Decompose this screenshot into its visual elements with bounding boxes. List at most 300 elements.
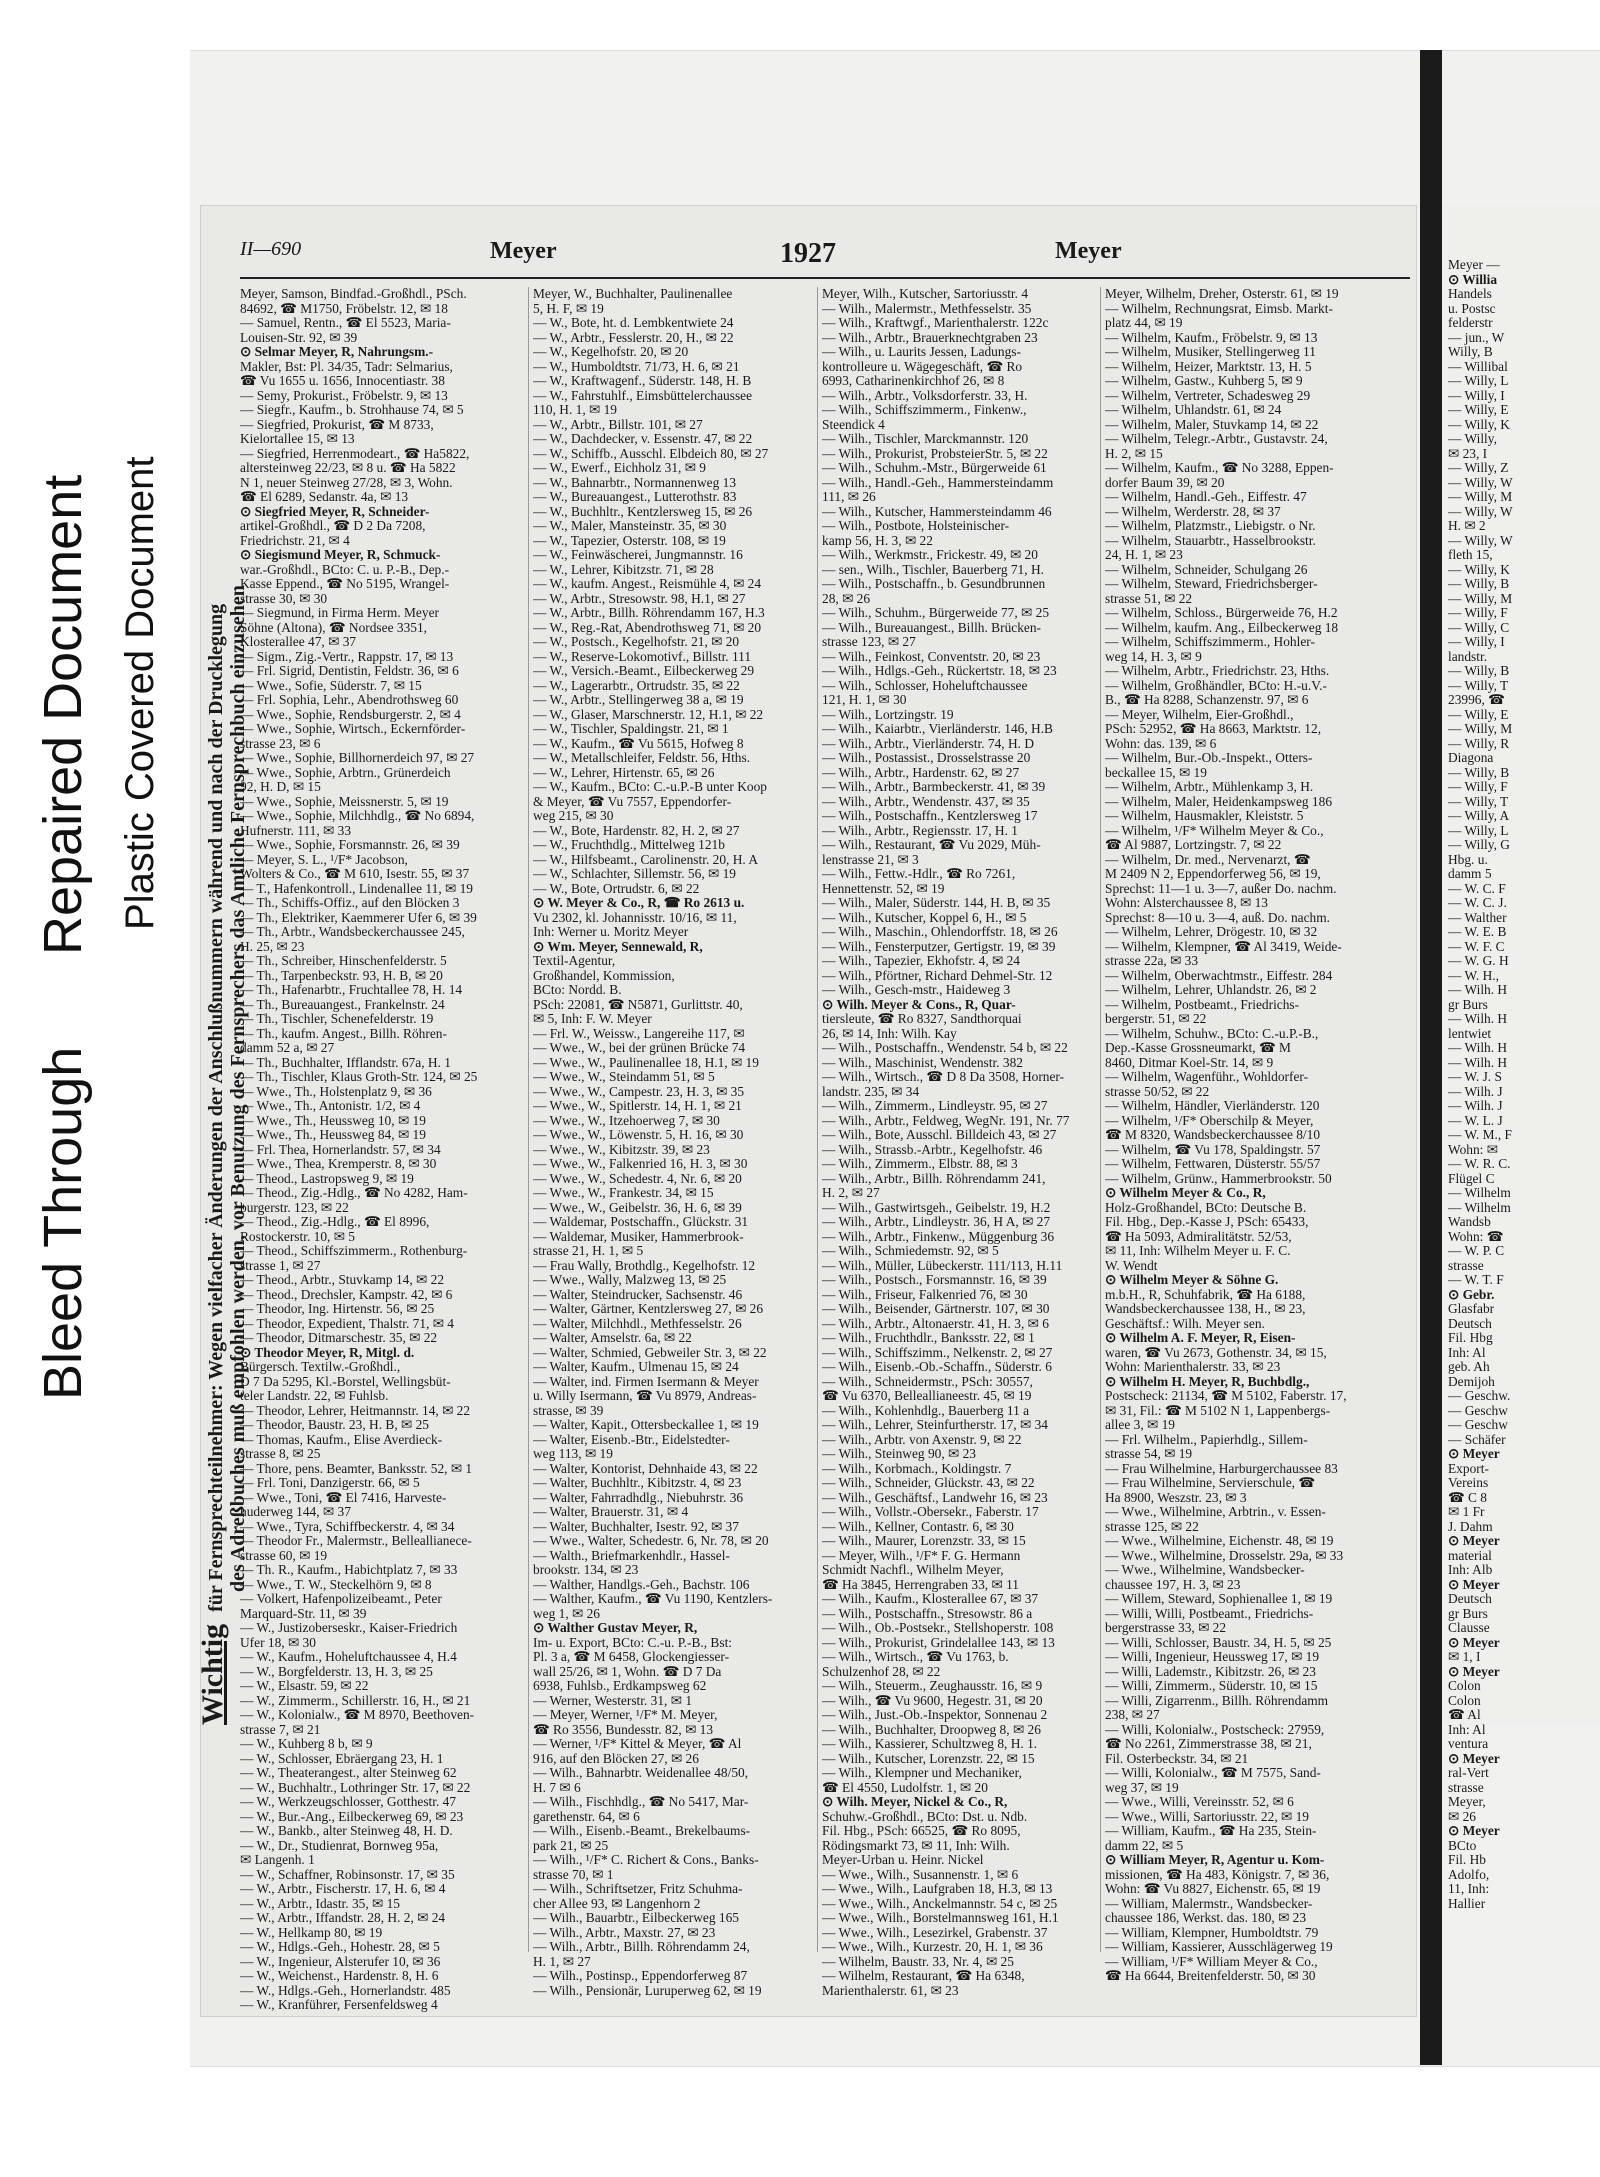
directory-entry: Textil-Agentur, — [533, 954, 616, 968]
edge-entry: Hbg. u. — [1448, 852, 1488, 867]
directory-entry: ☎ Ha 3845, Herrengraben 33, ✉ 11 — [822, 1577, 1019, 1592]
directory-entry: — Wilh., Arbtr., Maxstr. 27, ✉ 23 — [533, 1925, 716, 1940]
directory-entry: — Wilh., Fruchthdlr., Banksstr. 22, ✉ 1 — [822, 1331, 1035, 1345]
directory-entry: — Walter, Amselstr. 6a, ✉ 22 — [533, 1331, 692, 1345]
edge-entry: ⊙ Meyer — [1448, 1824, 1500, 1838]
directory-entry: — Wwe., W., bei der grünen Brücke 74 — [533, 1041, 746, 1055]
directory-entry: — Wilh., Arbtr., Feldweg, WegNr. 191, Nr. 77 — [822, 1113, 1070, 1128]
directory-entry: — Wilh., Arbtr., Finkenw., Müggenburg 36 — [822, 1229, 1055, 1244]
directory-entry: — W., Buchhltr., Kentzlersweg 15, ✉ 26 — [533, 504, 753, 519]
directory-entry: — Wilhelm, Oberwachtmstr., Eiffestr. 284 — [1105, 968, 1333, 983]
edge-entry: — Willy, T — [1448, 794, 1509, 809]
directory-entry: — Wilh., Wirtsch., ☎ D 8 Da 3508, Horner- — [822, 1070, 1065, 1084]
directory-entry: — Wilhelm, Stauarbtr., Hasselbrookstr. — [1105, 533, 1316, 548]
directory-entry: — W., Arbtr., Iffandstr. 28, H. 2, ✉ 24 — [240, 1911, 446, 1925]
directory-entry: — W., Hellkamp 80, ✉ 19 — [240, 1925, 383, 1940]
directory-entry: — Frl. Toni, Danzigerstr. 66, ✉ 5 — [240, 1476, 420, 1490]
directory-entry: — Wilh., u. Laurits Jessen, Ladungs- — [822, 345, 1021, 359]
directory-entry: ☎ Ha 6644, Breitenfelderstr. 50, ✉ 30 — [1105, 1969, 1316, 1983]
directory-entry: — Theodor, Baustr. 23, H. B, ✉ 25 — [240, 1418, 429, 1432]
directory-entry: — Siegfr., Kaufm., b. Strohhause 74, ✉ 5 — [240, 403, 464, 417]
directory-entry: — Theodor, Ditmarschestr. 35, ✉ 22 — [240, 1331, 438, 1345]
directory-entry: Marienthalerstr. 61, ✉ 23 — [822, 1983, 959, 1998]
directory-entry: — Wilhelm, Händler, Vierländerstr. 120 — [1105, 1099, 1320, 1113]
edge-entry: Fil. Hb — [1448, 1853, 1486, 1867]
directory-entry: — Meyer, S. L., ¹/F* Jacobson, — [240, 852, 408, 867]
directory-entry: — W., Elsastr. 59, ✉ 22 — [240, 1679, 369, 1693]
directory-entry: — W., Kaufm., Hoheluftchaussee 4, H.4 — [240, 1650, 457, 1664]
directory-entry: — Walter, Brauerstr. 31, ✉ 4 — [533, 1505, 689, 1519]
directory-entry: — Wwe., W., Steindamm 51, ✉ 5 — [533, 1070, 715, 1084]
directory-entry: strasse 1, ✉ 27 — [240, 1258, 321, 1273]
directory-entry: altersteinweg 22/23, ✉ 8 u. ☎ Ha 5822 — [240, 461, 456, 475]
directory-entry: — Walter, Fahrradhdlg., Niebuhrstr. 36 — [533, 1490, 744, 1505]
column-divider — [528, 287, 529, 1952]
notice-line-2: des Adreßbuches muß empfohlen werden, vor Benutzung des Fernsprechers das Amtliche Fernsprechbuch einzusehen — [227, 585, 249, 1592]
directory-entry: — Wilh., Zimmerm., Lindleystr. 95, ✉ 27 — [822, 1099, 1048, 1113]
directory-entry: — W., Dr., Studienrat, Bornweg 95a, — [240, 1838, 439, 1853]
directory-entry: — Walter, Schmied, Gebweiler Str. 3, ✉ 22 — [533, 1345, 767, 1360]
directory-entry: H. 1, ✉ 27 — [533, 1954, 591, 1969]
directory-entry: — Wilh., Arbtr., Lindleystr. 36, H A, ✉ 27 — [822, 1215, 1051, 1229]
directory-entry: Holz-Großhandel, BCto: Deutsche B. — [1105, 1200, 1307, 1215]
directory-entry: waren, ☎ Vu 2673, Gothenstr. 34, ✉ 15, — [1105, 1345, 1327, 1360]
directory-entry: strasse 22a, ✉ 33 — [1105, 954, 1199, 968]
directory-entry: H. 2, ✉ 27 — [822, 1186, 880, 1200]
directory-entry: — Wilhelm, Schloss., Bürgerweide 76, H.2 — [1105, 606, 1338, 620]
directory-entry: artikel-Großhdl., ☎ D 2 Da 7208, — [240, 519, 426, 533]
directory-entry: — Wwe., Willi, Sartoriusstr. 22, ✉ 19 — [1105, 1809, 1309, 1824]
directory-entry: ⊙ Wilhelm H. Meyer, R, Buchbdlg., — [1105, 1374, 1310, 1389]
edge-entry: — W. P. C — [1448, 1244, 1505, 1258]
directory-entry: strasse 60, ✉ 19 — [240, 1548, 328, 1563]
directory-entry: — Wwe., Wilhelmine, Wandsbecker- — [1105, 1563, 1305, 1577]
directory-entry: — Th., Schreiber, Hinschenfelderstr. 5 — [240, 954, 447, 968]
directory-entry: — Wilh., Kassierer, Schultzweg 8, H. 1. — [822, 1737, 1038, 1751]
directory-entry: — Frl. Thea, Hornerlandstr. 57, ✉ 34 — [240, 1142, 441, 1157]
edge-entry: — W. E. B — [1448, 925, 1507, 939]
directory-entry: — Frau Wally, Brothdlg., Kegelhofstr. 12 — [533, 1258, 756, 1273]
directory-entry: strasse 123, ✉ 27 — [822, 635, 916, 649]
directory-entry: ⊙ Theodor Meyer, R, Mitgl. d. — [240, 1345, 415, 1360]
edge-entry: — W. C. J. — [1448, 896, 1507, 910]
directory-entry: — Theod., Arbtr., Stuvkamp 14, ✉ 22 — [240, 1273, 445, 1287]
directory-entry: — Wwe., Wally, Malzweg 13, ✉ 25 — [533, 1273, 727, 1287]
directory-entry: strasse 23, ✉ 6 — [240, 736, 321, 751]
directory-entry: ⊙ Selmar Meyer, R, Nahrungsm.- — [240, 345, 434, 359]
directory-entry: tiersleute, ☎ Ro 8327, Sandthorquai — [822, 1012, 1022, 1026]
directory-entry: — W., Bankb., alter Steinweg 48, H. D. — [240, 1824, 453, 1838]
directory-entry: Meyer, Wilh., Kutscher, Sartoriusstr. 4 — [822, 287, 1029, 301]
directory-entry: Hennettenstr. 52, ✉ 19 — [822, 881, 945, 896]
directory-entry: — Wilh., Kellner, Contastr. 6, ✉ 30 — [822, 1519, 1014, 1534]
directory-entry: Sprechst: 11—1 u. 3—7, außer Do. nachm. — [1105, 881, 1337, 896]
edge-entry: Adolfo, — [1448, 1867, 1490, 1882]
directory-entry: — W., Zimmerm., Schillerstr. 16, H., ✉ 21 — [240, 1693, 471, 1708]
directory-entry: — Wilhelm, Handl.-Geh., Eiffestr. 47 — [1105, 490, 1307, 504]
directory-entry: — Wilh., ¹/F* C. Richert & Cons., Banks- — [533, 1853, 759, 1867]
directory-entry: — W., Fruchthdlg., Mittelweg 121b — [533, 838, 725, 852]
directory-entry: — Wilh., Arbtr. von Axenstr. 9, ✉ 22 — [822, 1432, 1022, 1447]
directory-entry: — Theod., Schiffszimmerm., Rothenburg- — [240, 1244, 468, 1258]
repaired-document-label: Repaired Document — [33, 474, 93, 955]
directory-entry: — Walter, Steindrucker, Sachsenstr. 46 — [533, 1287, 743, 1302]
directory-entry: Pl. 3 a, ☎ M 6458, Glockengiesser- — [533, 1650, 730, 1664]
directory-entry: — Walter, Milchhdl., Methfesselstr. 26 — [533, 1316, 742, 1331]
directory-entry: Im- u. Export, BCto: C.-u. P.-B., Bst: — [533, 1635, 733, 1650]
directory-entry: ☎ No 2261, Zimmerstrasse 38, ✉ 21, — [1105, 1737, 1312, 1751]
directory-entry: Dep.-Kasse Grossneumarkt, ☎ M — [1105, 1041, 1291, 1055]
directory-entry: 6993, Catharinenkirchhof 26, ✉ 8 — [822, 374, 1005, 388]
directory-entry: — Semy, Prokurist., Fröbelstr. 9, ✉ 13 — [240, 388, 448, 403]
edge-entry: Export- — [1448, 1461, 1489, 1476]
directory-column-4 — [1105, 287, 1390, 1984]
directory-entry: weg 14, H. 3, ✉ 9 — [1105, 649, 1202, 664]
edge-entry: Wohn: ☎ — [1448, 1229, 1504, 1244]
edge-entry: ⊙ Meyer — [1448, 1534, 1500, 1548]
directory-entry: — Th. R., Kaufm., Habichtplatz 7, ✉ 33 — [240, 1563, 458, 1577]
directory-entry: — W., Postsch., Kegelhofstr. 21, ✉ 20 — [533, 635, 740, 649]
page-gutter-shadow — [1420, 50, 1442, 2065]
directory-entry: — Wilhelm, Schuhw., BCto: C.-u.P.-B., — [1105, 1026, 1319, 1041]
directory-entry: — W., Fahrstuhlf., Eimsbüttelerchaussee — [533, 388, 753, 403]
directory-entry: — W., Ingenieur, Alsterufer 10, ✉ 36 — [240, 1954, 441, 1969]
directory-entry: — Walter, Kaufm., Ulmenau 15, ✉ 24 — [533, 1360, 739, 1374]
directory-entry: — Wwe., W., Kibitzstr. 39, ✉ 23 — [533, 1142, 710, 1157]
directory-entry: H. 25, ✉ 23 — [240, 939, 305, 954]
directory-entry: — Wilh., Steuerm., Zeughausstr. 16, ✉ 9 — [822, 1679, 1043, 1693]
directory-entry: — Wilh., Fettw.-Hdlr., ☎ Ro 7261, — [822, 867, 1016, 881]
edge-entry: Meyer — — [1448, 258, 1500, 272]
directory-entry: — Wilh., Maschin., Ohlendorffstr. 18, ✉ 26 — [822, 925, 1058, 939]
header-name-right: Meyer — [1055, 238, 1122, 264]
edge-entry: — Willy, K — [1448, 562, 1510, 577]
directory-entry: — Wilh., ☎ Vu 9600, Hegestr. 31, ✉ 20 — [822, 1693, 1043, 1708]
directory-entry: — Wwe., Sophie, Forsmannstr. 26, ✉ 39 — [240, 838, 460, 852]
directory-entry: allee 3, ✉ 19 — [1105, 1418, 1175, 1432]
directory-entry: — W., Borgfelderstr. 13, H. 3, ✉ 25 — [240, 1664, 433, 1679]
directory-entry: Großhandel, Kommission, — [533, 968, 675, 983]
directory-entry: — Wwe., Sophie, Meissnerstr. 5, ✉ 19 — [240, 794, 449, 809]
edge-entry: H. ✉ 2 — [1448, 519, 1486, 533]
edge-entry: Clausse — [1448, 1621, 1490, 1635]
directory-entry: — W., Metallschleifer, Feldstr. 56, Hths. — [533, 751, 751, 765]
directory-entry: — W., Tischler, Spaldingstr. 21, ✉ 1 — [533, 722, 729, 736]
directory-entry: — W., Schiffb., Ausschl. Elbdeich 80, ✉ 27 — [533, 446, 769, 461]
directory-entry: damm 52 a, ✉ 27 — [240, 1041, 335, 1055]
directory-column-2 — [533, 287, 818, 1998]
directory-entry: — Walter, Kapit., Ottersbeckallee 1, ✉ 19 — [533, 1418, 759, 1432]
directory-entry: — Wilhelm, Maler, Heidenkampsweg 186 — [1105, 794, 1333, 809]
directory-entry: — Wilhelm, Uhlandstr. 61, ✉ 24 — [1105, 403, 1282, 417]
directory-entry: Louisen-Str. 92, ✉ 39 — [240, 330, 358, 345]
directory-entry: — W., Arbtr., Idastr. 35, ✉ 15 — [240, 1896, 401, 1911]
directory-entry: — William, ¹/F* William Meyer & Co., — [1105, 1954, 1318, 1969]
directory-entry: — W., Schlosser, Ebräergang 23, H. 1 — [240, 1751, 444, 1766]
edge-entry: ☎ Al — [1448, 1708, 1481, 1722]
directory-entry: Makler, Bst: Pl. 34/35, Tadr: Selmarius, — [240, 359, 453, 374]
directory-entry: — Wilh., Kutscher, Koppel 6, H., ✉ 5 — [822, 910, 1027, 925]
edge-entry: 11, Inh: — [1448, 1882, 1490, 1896]
directory-entry: — Wilh., Eisenb.-Beamt., Brekelbaums- — [533, 1824, 751, 1838]
directory-entry: — Wilhelm, Großhändler, BCto: H.-u.V.- — [1105, 678, 1327, 693]
directory-entry: — Theodor Fr., Malermstr., Belleallianece- — [240, 1534, 472, 1548]
directory-entry: — Th., Hafenarbtr., Fruchtallee 78, H. 14 — [240, 983, 463, 997]
directory-entry: — Meyer, Wilhelm, Eier-Großhdl., — [1105, 707, 1294, 722]
directory-entry: — Walther, Handlgs.-Geh., Bachstr. 106 — [533, 1577, 750, 1592]
edge-entry: — Willy, F — [1448, 606, 1508, 620]
directory-entry: H. 2, ✉ 15 — [1105, 446, 1163, 461]
directory-entry: — Wilh., Kutscher, Lorenzstr. 22, ✉ 15 — [822, 1751, 1035, 1766]
directory-entry: — Wilhelm, Werderstr. 28, ✉ 37 — [1105, 504, 1281, 519]
directory-entry: — W., Schaffner, Robinsonstr. 17, ✉ 35 — [240, 1867, 455, 1882]
directory-entry: — Wilh., Pensionär, Luruperweg 62, ✉ 19 — [533, 1983, 762, 1998]
directory-entry: W. Wendt — [1105, 1258, 1158, 1273]
directory-entry: chaussee 186, Werkst. das. 180, ✉ 23 — [1105, 1911, 1307, 1925]
directory-entry: — Wilh., Bauarbtr., Eilbeckerweg 165 — [533, 1911, 739, 1925]
directory-entry: — W., Kraftwagenf., Süderstr. 148, H. B — [533, 374, 752, 388]
directory-entry: PSch: 52952, ☎ Ha 8663, Marktstr. 12, — [1105, 722, 1322, 736]
directory-entry: — Frl. Sophia, Lehr., Abendrothsweg 60 — [240, 693, 459, 707]
edge-entry: — Willy, L — [1448, 823, 1509, 838]
edge-entry: — Willy, M — [1448, 490, 1513, 504]
edge-entry: strasse — [1448, 1258, 1484, 1273]
directory-entry: — W., Bahnarbtr., Normannenweg 13 — [533, 475, 737, 490]
directory-entry: — Walter, Gärtner, Kentzlersweg 27, ✉ 26 — [533, 1302, 764, 1316]
edge-entry: — W. T. F — [1448, 1273, 1504, 1287]
edge-entry: Colon — [1448, 1679, 1481, 1693]
directory-entry: — Wwe., W., Geibelstr. 36, H. 6, ✉ 39 — [533, 1200, 742, 1215]
edge-entry: Vereins — [1448, 1476, 1489, 1490]
directory-entry: damm 22, ✉ 5 — [1105, 1838, 1184, 1853]
directory-entry: — Frl. W., Weissw., Langereihe 117, ✉ — [533, 1026, 745, 1041]
directory-entry: — Wilhelm, Bur.-Ob.-Inspekt., Otters- — [1105, 751, 1313, 765]
directory-entry: — Wwe., W., Frankestr. 34, ✉ 15 — [533, 1186, 714, 1200]
directory-entry: — Frau Wilhelmine, Harburgerchaussee 83 — [1105, 1461, 1338, 1476]
edge-entry: Wohn: ✉ — [1448, 1142, 1498, 1157]
directory-entry: — Wilhelm, Heizer, Marktstr. 13, H. 5 — [1105, 359, 1312, 374]
directory-entry: chaussee 197, H. 3, ✉ 23 — [1105, 1577, 1241, 1592]
directory-entry: — Wilh., Bahnarbtr. Weidenallee 48/50, — [533, 1766, 749, 1780]
directory-entry: — Sigm., Zig.-Vertr., Rappstr. 17, ✉ 13 — [240, 649, 454, 664]
header-rule — [240, 277, 1410, 279]
edge-entry: — W. M., F — [1448, 1128, 1512, 1142]
directory-entry: — Wilh., Schriftsetzer, Fritz Schuhma- — [533, 1882, 743, 1896]
edge-entry: — Wilhelm — [1448, 1186, 1511, 1200]
directory-entry: — W., Ewerf., Eichholz 31, ✉ 9 — [533, 461, 706, 475]
directory-entry: — W., Bote, Hardenstr. 82, H. 2, ✉ 27 — [533, 823, 740, 838]
directory-entry: Schmidt Nachfl., Wilhelm Meyer, — [822, 1563, 1004, 1577]
directory-entry: — Walter, Buchhalter, Isestr. 92, ✉ 37 — [533, 1519, 739, 1534]
directory-entry: huderweg 144, ✉ 37 — [240, 1505, 351, 1519]
directory-entry: — Wilh., Postsch., Forsmannstr. 16, ✉ 39 — [822, 1273, 1047, 1287]
edge-entry: ✉ 1, I — [1448, 1650, 1481, 1664]
directory-entry: — Th., Tarpenbeckstr. 93, H. B, ✉ 20 — [240, 968, 443, 983]
directory-entry: — Walter, Eisenb.-Btr., Eidelstedter- — [533, 1432, 730, 1447]
directory-entry: — W., Dachdecker, v. Essenstr. 47, ✉ 22 — [533, 432, 753, 446]
directory-entry: — Wilh., Arbtr., Billh. Röhrendamm 241, — [822, 1171, 1046, 1186]
edge-entry: 23996, ☎ — [1448, 693, 1505, 707]
directory-entry: — Willi, Willi, Postbeamt., Friedrichs- — [1105, 1606, 1314, 1621]
directory-entry: — Siegfried, Prokurist, ☎ M 8733, — [240, 417, 434, 432]
directory-entry: D 7 Da 5295, Kl.-Borstel, Wellingsbüt- — [240, 1374, 451, 1389]
directory-entry: ☎ Ha 5093, Admiralitätstr. 52/53, — [1105, 1229, 1292, 1244]
directory-entry: 6938, Fuhlsb., Erdkampsweg 62 — [533, 1679, 707, 1693]
directory-entry: — Wilhelm, Gastw., Kuhberg 5, ✉ 9 — [1105, 374, 1303, 388]
edge-entry: — Willy, E — [1448, 403, 1509, 417]
edge-entry: ⊙ Meyer — [1448, 1664, 1500, 1679]
directory-entry: — Wilh., Postassist., Drosselstrasse 20 — [822, 751, 1031, 765]
directory-entry: — Willi, Zigarrenm., Billh. Röhrendamm — [1105, 1693, 1329, 1708]
directory-entry: — Wilhelm, Wagenführ., Wohldorfer- — [1105, 1070, 1309, 1084]
directory-entry: — Theod., Drechsler, Kampstr. 42, ✉ 6 — [240, 1287, 453, 1302]
directory-entry: — Wilh., Kutscher, Hammersteindamm 46 — [822, 504, 1052, 519]
directory-entry: — Theodor, Lehrer, Heitmannstr. 14, ✉ 22 — [240, 1403, 471, 1418]
edge-entry: ✉ 23, I — [1448, 446, 1488, 461]
directory-entry: — Th., Schiffs-Offiz., auf den Blöcken 3 — [240, 896, 460, 910]
directory-entry: bergerstrasse 33, ✉ 22 — [1105, 1621, 1227, 1635]
directory-entry: — W., Maler, Mansteinstr. 35, ✉ 30 — [533, 519, 727, 533]
directory-entry: — Wilh., Postinsp., Eppendorferweg 87 — [533, 1969, 748, 1983]
edge-entry: — Willy, W — [1448, 475, 1513, 490]
directory-entry: — W., Reserve-Lokomotivf., Billstr. 111 — [533, 649, 752, 664]
directory-entry: — W., Reg.-Rat, Abendrothsweg 71, ✉ 20 — [533, 620, 762, 635]
directory-entry: — Wilh., Beisender, Gärtnerstr. 107, ✉ 30 — [822, 1302, 1050, 1316]
directory-entry: — Wilhelm, Arbtr., Friedrichstr. 23, Hths. — [1105, 664, 1330, 678]
edge-entry: — Willy, W — [1448, 533, 1513, 548]
directory-entry: 92, H. D, ✉ 15 — [240, 780, 321, 794]
directory-entry: B., ☎ Ha 8288, Schanzenstr. 97, ✉ 6 — [1105, 693, 1309, 707]
directory-entry: Kielortallee 15, ✉ 13 — [240, 432, 355, 446]
edge-entry: Inh: Alb — [1448, 1563, 1493, 1577]
directory-entry: — Wilhelm, Postbeamt., Friedrichs- — [1105, 997, 1300, 1012]
edge-entry: — W. F. C — [1448, 939, 1505, 954]
directory-entry: — Wilhelm, ☎ Vu 178, Spaldingstr. 57 — [1105, 1142, 1321, 1157]
directory-entry: ⊙ Siegfried Meyer, R, Schneider- — [240, 504, 430, 519]
directory-entry: — Wilh., Prokurist, ProbsteierStr. 5, ✉ 22 — [822, 446, 1048, 461]
directory-entry: — W., Lehrer, Hirtenstr. 65, ✉ 26 — [533, 765, 715, 780]
directory-entry: — sen., Wilh., Tischler, Bauerberg 71, H. — [822, 562, 1044, 577]
edge-entry: ✉ 26 — [1448, 1809, 1476, 1824]
directory-entry: — Wilh., Steinweg 90, ✉ 23 — [822, 1447, 977, 1461]
directory-entry: brookstr. 134, ✉ 23 — [533, 1563, 639, 1577]
directory-entry: — Frl. Wilhelm., Papierhdlg., Sillem- — [1105, 1432, 1308, 1447]
directory-entry: — Wilh., Werkmstr., Frickestr. 49, ✉ 20 — [822, 548, 1038, 562]
directory-entry: — Wwe., Walter, Schedestr. 6, Nr. 78, ✉ 20 — [533, 1534, 769, 1548]
edge-entry: — Wilhelm — [1448, 1200, 1511, 1215]
directory-entry: — W., Kranführer, Fersenfeldsweg 4 — [240, 1998, 438, 2012]
directory-entry: bergerstr. 51, ✉ 22 — [1105, 1012, 1207, 1026]
edge-entry: ⊙ Willia — [1448, 272, 1498, 287]
directory-entry: burgerstr. 123, ✉ 22 — [240, 1200, 349, 1215]
directory-entry: — Wilh., Pförtner, Richard Dehmel-Str. 12 — [822, 968, 1053, 983]
directory-entry: Wohn: Alsterchaussee 8, ✉ 13 — [1105, 896, 1268, 910]
directory-entry: — W., Theaterangest., alter Steinweg 62 — [240, 1766, 457, 1780]
directory-entry: — Wilh., Handl.-Geh., Hammersteindamm — [822, 475, 1054, 490]
directory-entry: Sprechst: 8—10 u. 3—4, auß. Do. nachm. — [1105, 910, 1331, 925]
edge-entry: gr Burs — [1448, 1606, 1488, 1621]
directory-entry: Geschäftsf.: Wilh. Meyer sen. — [1105, 1316, 1265, 1331]
directory-entry: — Wilhelm, Platzmstr., Liebigstr. o Nr. — [1105, 519, 1316, 533]
directory-entry: Fil. Hbg., Dep.-Kasse J, PSch: 65433, — [1105, 1215, 1309, 1229]
directory-entry: — W., Feinwäscherei, Jungmannstr. 16 — [533, 548, 743, 562]
directory-entry: ⊙ Wilhelm Meyer & Söhne G. — [1105, 1273, 1279, 1287]
directory-entry: Ha 8900, Weszstr. 23, ✉ 3 — [1105, 1490, 1247, 1505]
directory-entry: — Wilhelm, Arbtr., Mühlenkamp 3, H. — [1105, 780, 1314, 794]
edge-entry: Wandsb — [1448, 1215, 1491, 1229]
directory-entry: — Wilhelm, Hausmakler, Kleiststr. 5 — [1105, 809, 1304, 823]
edge-entry: — Wilh. H — [1448, 1055, 1508, 1070]
directory-entry: — Walther, Kaufm., ☎ Vu 1190, Kentzlers- — [533, 1592, 773, 1606]
directory-entry: — Walter, Buchhltr., Kibitzstr. 4, ✉ 23 — [533, 1476, 742, 1490]
directory-entry: — Wilhelm, Restaurant, ☎ Ha 6348, — [822, 1969, 1025, 1983]
directory-entry: ⊙ William Meyer, R, Agentur u. Kom- — [1105, 1853, 1325, 1867]
directory-entry: — Willi, Kolonialw., ☎ M 7575, Sand- — [1105, 1766, 1321, 1780]
directory-entry: — Wilh., Feinkost, Conventstr. 20, ✉ 23 — [822, 649, 1041, 664]
edge-entry: — Willy, B — [1448, 664, 1510, 678]
edge-entry: strasse — [1448, 1780, 1484, 1795]
directory-entry: — Wilh., Arbtr., Wendenstr. 437, ✉ 35 — [822, 794, 1030, 809]
directory-entry: platz 44, ✉ 19 — [1105, 316, 1183, 330]
directory-entry: — Wwe., Sophie, Rendsburgerstr. 2, ✉ 4 — [240, 707, 461, 722]
directory-entry: — Wilh., Korbmach., Koldingstr. 7 — [822, 1461, 1012, 1476]
edge-entry: — Wilh. J — [1448, 1084, 1503, 1099]
directory-entry: Wolters & Co., ☎ M 610, Isestr. 55, ✉ 37 — [240, 867, 470, 881]
scan-annotation-labels — [0, 0, 190, 2177]
edge-entry: — Wilh. J — [1448, 1099, 1503, 1113]
edge-entry: — Willy, I — [1448, 635, 1505, 649]
directory-entry: ☎ Vu 1655 u. 1656, Innocentiastr. 38 — [240, 374, 445, 388]
directory-entry: N 1, neuer Steinweg 27/28, ✉ 3, Wohn. — [240, 475, 453, 490]
directory-entry: — Wilh., Postschaffn., Wendenstr. 54 b, ✉ 22 — [822, 1041, 1068, 1055]
directory-entry: cher Allee 93, ✉ Langenhorn 2 — [533, 1896, 701, 1911]
edge-entry: — Willy, M — [1448, 591, 1513, 606]
plastic-covered-label: Plastic Covered Document — [118, 456, 162, 930]
edge-entry: — Wilh. H — [1448, 983, 1508, 997]
edge-entry: ⊙ Meyer — [1448, 1635, 1500, 1650]
directory-entry: — Wilh., Schneidermstr., PSch: 30557, — [822, 1374, 1033, 1389]
edge-entry: Glasfabr — [1448, 1302, 1495, 1316]
directory-entry: — Willi, Lademstr., Kibitzstr. 26, ✉ 23 — [1105, 1664, 1316, 1679]
directory-entry: lenstrasse 21, ✉ 3 — [822, 852, 919, 867]
directory-entry: — Th., Bureauangest., Frankelnstr. 24 — [240, 997, 445, 1012]
directory-entry: — W., Lehrer, Kibitzstr. 71, ✉ 28 — [533, 562, 714, 577]
directory-entry: — Wilh., Maschinist, Wendenstr. 382 — [822, 1055, 1023, 1070]
directory-entry: Wandsbeckerchaussee 138, H., ✉ 23, — [1105, 1302, 1306, 1316]
directory-entry: — Wwe., T. W., Steckelhörn 9, ✉ 8 — [240, 1577, 432, 1592]
directory-entry: ✉ 5, Inh: F. W. Meyer — [533, 1012, 652, 1026]
directory-entry: — W., Arbtr., Billh. Röhrendamm 167, H.3 — [533, 606, 765, 620]
directory-entry: — W., Arbtr., Fesslerstr. 20, H., ✉ 22 — [533, 330, 734, 345]
directory-entry: — Th., Buchhalter, Ifflandstr. 67a, H. 1 — [240, 1055, 451, 1070]
directory-entry: — Wilhelm, Fettwaren, Düsterstr. 55/57 — [1105, 1157, 1321, 1171]
edge-entry: material — [1448, 1548, 1492, 1563]
directory-entry: — Wilh., Fischhdlg., ☎ No 5417, Mar- — [533, 1795, 749, 1809]
directory-entry: — Wwe., Wilhelmine, Arbtrin., v. Essen- — [1105, 1505, 1326, 1519]
directory-entry: — Wwe., Willi, Vereinsstr. 52, ✉ 6 — [1105, 1795, 1294, 1809]
directory-entry: ☎ Al 9887, Lortzingstr. 7, ✉ 22 — [1105, 838, 1282, 852]
header-year: 1927 — [780, 238, 836, 269]
directory-entry: weg 113, ✉ 19 — [533, 1447, 613, 1461]
directory-entry: — W., Arbtr., Billstr. 101, ✉ 27 — [533, 417, 703, 432]
directory-entry: — Wwe., Th., Antonistr. 1/2, ✉ 4 — [240, 1099, 421, 1113]
directory-entry: Vu 2302, kl. Johannisstr. 10/16, ✉ 11, — [533, 910, 737, 925]
directory-entry: — Wilh., Geschäftsf., Landwehr 16, ✉ 23 — [822, 1490, 1048, 1505]
directory-entry: — Wilh., Wirtsch., ☎ Vu 1763, b. — [822, 1650, 1009, 1664]
edge-entry: — W. G. H — [1448, 954, 1509, 968]
edge-entry: — Willy, E — [1448, 707, 1509, 722]
directory-entry: — Wilh., Gastwirtsgeh., Geibelstr. 19, H.2 — [822, 1200, 1051, 1215]
